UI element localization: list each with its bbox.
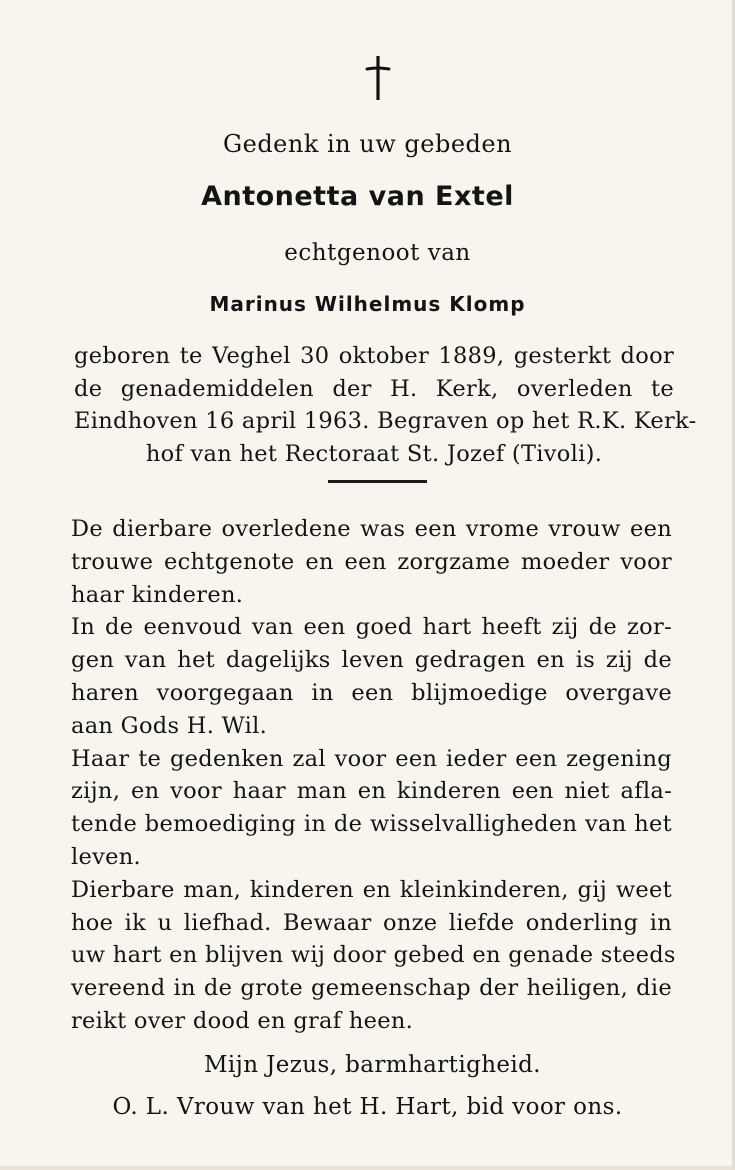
eulogy-line: De dierbare overledene was een vrome vrouw een [71,516,672,542]
biography-line: hof van het Rectoraat St. Jozef (Tivoli). [145,440,603,467]
prayer-line-2: O. L. Vrouw van het H. Hart, bid voor ons. [112,1094,623,1120]
eulogy-line: tende bemoediging in de wisselvalligheden van het [71,811,672,838]
eulogy-line: hoe ik u liefhad. Bewaar onze liefde onderling in [71,909,672,936]
eulogy-line: leven. [71,843,141,870]
eulogy-line: gen van het dagelijks leven gedragen en is zij de [71,647,672,674]
eulogy-line: zijn, en voor haar man en kinderen een niet afla- [71,778,672,805]
eulogy-line: Haar te gedenken zal voor een ieder een zegening [71,745,672,772]
biography-line: Eindhoven 16 april 1963. Begraven op het R.K. Kerk- [74,408,697,434]
relation-text: echtgenoot van [284,240,471,266]
eulogy-line: Dierbare man, kinderen en kleinkinderen, gij weet [71,876,672,903]
deceased-name: Antonetta van Extel [201,181,514,212]
eulogy-line: haar kinderen. [71,581,244,608]
divider [328,480,427,483]
prayer-line-1: Mijn Jezus, barmhartigheid. [203,1052,542,1078]
biography-line: geboren te Veghel 30 oktober 1889, gesterkt door [74,343,674,369]
eulogy-paragraph [71,513,676,1038]
spouse-name: Marinus Wilhelmus Klomp [209,292,526,316]
biography-line: de genademiddelen der H. Kerk, overleden te [74,375,674,402]
eulogy-line: haren voorgegaan in een blijmoedige overgave [71,679,672,706]
eulogy-line: trouwe echtgenote en een zorgzame moeder voor [71,548,672,575]
eulogy-line: In de eenvoud van een goed hart heeft zij de zor- [71,614,672,641]
intro-text: Gedenk in uw gebeden [222,130,513,158]
biography-paragraph [74,340,697,470]
eulogy-line: reikt over dood en graf heen. [71,1007,414,1034]
eulogy-line: uw hart en blijven wij door gebed en genade steeds [71,942,676,969]
cross-icon [363,56,393,100]
eulogy-line: vereend in de grote gemeenschap der heiligen, die [71,975,672,1002]
eulogy-line: aan Gods H. Wil. [71,712,268,739]
